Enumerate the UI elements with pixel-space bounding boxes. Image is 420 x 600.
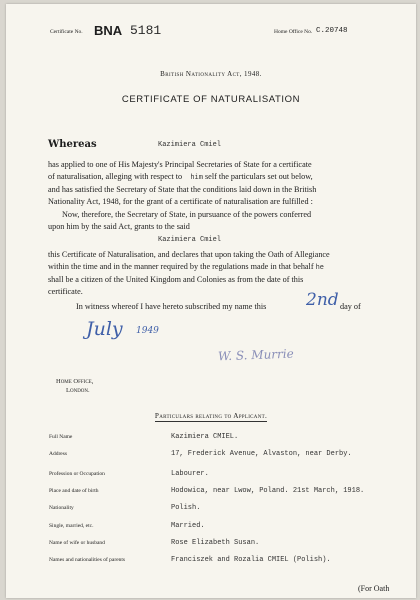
witness-text: In witness whereof I have hereto subscribed my name this xyxy=(76,302,267,311)
handwritten-year: 1949 xyxy=(136,326,159,336)
certificate-number: 5181 xyxy=(130,23,162,38)
paragraph-grant xyxy=(48,209,311,232)
applicant-name-second: Kazimiera Cmiel xyxy=(158,236,222,244)
paragraph-declaration xyxy=(48,249,330,297)
handwritten-month: July xyxy=(86,318,123,340)
paragraph3-line4: certificate. xyxy=(48,286,83,296)
home-office-number: C.20748 xyxy=(316,27,348,35)
signature: W. S. Murrie xyxy=(217,346,294,364)
footer-continuation: (For Oath xyxy=(358,584,390,593)
particulars-title: Particulars relating to Applicant. xyxy=(154,412,268,420)
paragraph1-line3: and has satisfied the Secretary of State that the conditions laid down in the British xyxy=(48,185,317,195)
paragraph3-line3: shall be a citizen of the United Kingdom and Colonies as from the date of this xyxy=(48,275,304,285)
paragraph-application xyxy=(48,159,316,207)
certificate-no-label: Certificate No. xyxy=(50,29,83,35)
certificate-series: BNA xyxy=(94,23,123,38)
paragraph2-line2: upon him by the said Act, grants to the said xyxy=(48,221,190,231)
act-title: British Nationality Act, 1948. xyxy=(160,70,262,78)
home-office-address: Home Office, London. xyxy=(56,378,94,394)
whereas-label: Whereas xyxy=(48,139,97,150)
paragraph1-line2: of naturalisation, alleging with respect to him self the particulars set out below, xyxy=(48,171,313,182)
witness-day-of: day of xyxy=(340,302,361,311)
handwritten-day: 2nd xyxy=(306,290,339,310)
paragraph3-line2: within the time and in the manner required by the regulations made in that behalf he xyxy=(48,261,325,272)
paragraph1-line4: Nationality Act, 1948, for the grant of a certificate of naturalisation are fulfilled : xyxy=(48,196,313,206)
certificate-title: CERTIFICATE OF NATURALISATION xyxy=(121,94,301,105)
pronoun-typed: him xyxy=(190,173,203,182)
paragraph3-line1: this Certificate of Naturalisation, and declares that upon taking the Oath of Allegiance xyxy=(48,250,330,259)
paragraph2-line1: Now, therefore, the Secretary of State, in pursuance of the powers conferred xyxy=(62,210,312,219)
certificate-page: Certificate No. BNA 5181 Home Office No. C.20748 British Nationality Act, 1948. CERTIFICATE OF NATURALISATION Whereas Kazimiera Cmiel has applied to one of His Majesty's Principal Secretaries of State for a certificate of naturalisation, alleging with respect to him self the particulars set out below, and has satisfied the Secretary of State that the conditions laid down in the British Nationality Act, 1948, for the grant of a certificate of naturalisation are fulfilled : Now, therefore, the Secretary of State, in pursuance of the powers conferred upon him by the said Act, grants to the said Kazimiera Cmiel this Certificate of Naturalisation, and declares that upon taking the Oath of Allegiance within the time and in the manner required by the regulations made in that behalf he shall be a citizen of the United Kingdom and Colonies as from the date of this certificate. In witness whereof I have hereto subscribed my name this 2nd day of July 1949 W. S. Murrie Home Office, London. Particulars relating to Applicant. Full Name Kazimiera CMIEL. Address 17, Frederick Avenue, Alvaston, near Derby. Profession or Occupation Labourer. Place and date of birth Hodowica, near Lwow, Poland. 21st March, 1918. Nationality Polish. Single, married, etc. Married. Name of wife or husband Rose Elizabeth Susan. Names and nationalities of parents Franciszek and Rozalia CMIEL (Polish). (For Oath xyxy=(6,4,416,598)
applicant-name-first: Kazimiera Cmiel xyxy=(158,141,222,149)
paragraph1-line1: has applied to one of His Majesty's Principal Secretaries of State for a certificate xyxy=(48,160,312,169)
home-office-label: Home Office No. xyxy=(274,29,313,35)
